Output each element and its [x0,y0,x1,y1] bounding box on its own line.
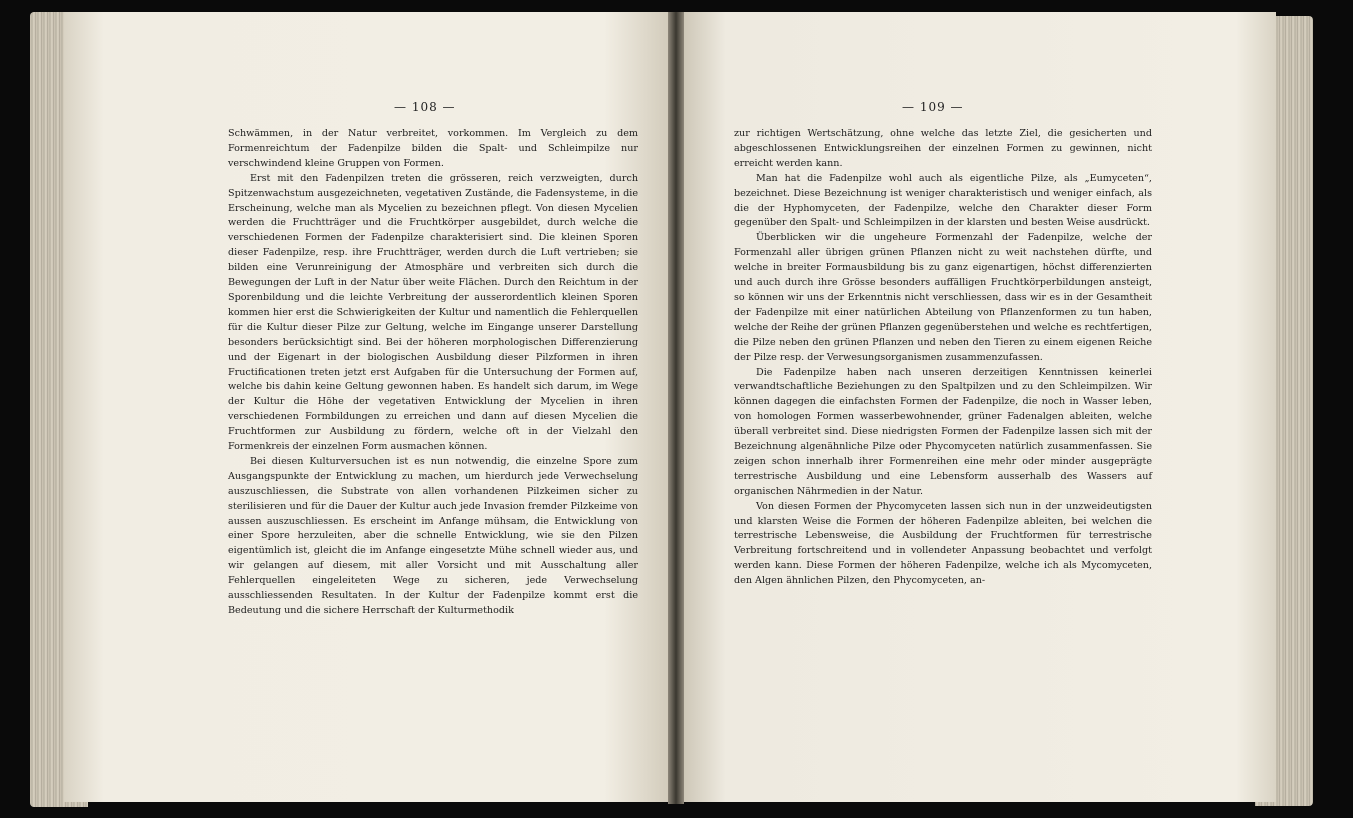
right-page-text [734,127,1152,589]
left-page-text [228,127,638,619]
right-paragraph-2: Man hat die Fadenpilze wohl auch als eigentliche Pilze, als „Eumyceten“, bezeichnet. Diese Bezeichnung ist weniger charakteristisch und weniger einfach, als die der Hyphomyceten, der Fadenpilze, welche den Charakter dieser Form gegenüber den Spalt- und Schleimpilzen in der klarsten und besten Weise ausdrückt. [734,172,1152,229]
left-paragraph-3: Bei diesen Kulturversuchen ist es nun notwendig, die einzelne Spore zum Ausgangspunkte der Entwicklung zu machen, um hierdurch jede Verwechselung auszuschliessen, die Substrate von allen vorhandenen Pilzkeimen sicher zu sterilisieren und für die Dauer der Kultur auch jede Invasion fremder Pilzkeime von aussen auszuschliessen. Es erscheint im Anfange mühsam, die Entwicklung von einer Spore herzuleiten, aber die schnelle Entwicklung, wie sie den Pilzen eigentümlich ist, gleicht die im Anfange eingesetzte Mühe schnell wieder aus, und wir gelangen auf diesem, mit aller Vorsicht und mit Ausschaltung aller Fehlerquellen eingeleiteten Wege zu sicheren, jede Verwechselung ausschliessenden Resultaten. In der Kultur der Fadenpilze kommt erst die Bedeutung und die sichere Herrschaft der Kulturmethodik [228,455,638,616]
right-paragraph-5: Von diesen Formen der Phycomyceten lassen sich nun in der unzweideutigsten und klarsten Weise die Formen der höheren Fadenpilze ableiten, bei welchen die terrestrische Lebensweise, die Ausbildung der Fruchtformen für terrestrische Verbreitung fortschreitend und in vollendeter Anpassung beobachtet und verfolgt werden kann. Diese Formen der höheren Fadenpilze, welche ich als Mycomyceten, den Algen ähnlichen Pilzen, den Phycomyceten, an- [734,500,1152,587]
right-paragraph-4: Die Fadenpilze haben nach unseren derzeitigen Kenntnissen keinerlei verwandtschaftliche Beziehungen zu den Spaltpilzen und zu den Schleimpilzen. Wir können dagegen die einfachsten Formen der Fadenpilze, die noch in Wasser leben, von homologen Formen wasserbewohnender, grüner Fadenalgen ableiten, welche überall verbreitet sind. Diese niedrigsten Formen der Fadenpilze lassen sich mit der Bezeichnung algenähnliche Pilze oder Phycomyceten natürlich zusammenfassen. Sie zeigen schon innerhalb ihrer Formenreihen eine mehr oder minder ausgeprägte terrestrische Ausbildung und eine Lebensform ausserhalb des Wassers auf organischen Nährmedien in der Natur. [734,366,1152,497]
right-page [676,12,1276,802]
left-page-number: — 108 — [394,100,456,114]
book-gutter [668,12,684,804]
left-paragraph-2: Erst mit den Fadenpilzen treten die grösseren, reich verzweigten, durch Spitzenwachstum ausgezeichneten, vegetativen Zustände, die Fadensysteme, in die Erscheinung, welche man als Mycelien zu bezeichnen pflegt. Von diesen Mycelien werden die Fruchtträger und die Fruchtkörper ausgebildet, durch welche die verschiedenen Formen der Fadenpilze charakterisiert sind. Die kleinen Sporen dieser Fadenpilze, resp. ihre Fruchtträger, werden durch die Luft vertrieben; sie bilden eine Verunreinigung der Atmosphäre und verbreiten sich durch die Bewegungen der Luft in der Natur über weite Flächen. Durch den Reichtum in der Sporenbildung und die leichte Verbreitung der ausserordentlich kleinen Sporen kommen hier erst die Schwierigkeiten der Kultur und namentlich die Fehlerquellen für die Kultur dieser Pilze zur Geltung, welche im Eingange unserer Darstellung besonders berücksichtigt sind. Bei der höheren morphologischen Differenzierung und der Eigenart in der biologischen Ausbildung dieser Pilzformen in ihren Fructificationen treten jetzt erst Aufgaben für die Untersuchung der Formen auf, welche bis dahin keine Geltung gewonnen haben. Es handelt sich darum, im Wege der Kultur die Höhe der vegetativen Entwicklung der Mycelien in ihren verschiedenen Formbildungen zu erreichen und dann auf diesen Mycelien die Fruchtformen zur Ausbildung zu fördern, welche oft in der Vielzahl den Formenkreis der einzelnen Form ausmachen können. [228,172,638,453]
right-page-number: — 109 — [902,100,964,114]
right-paragraph-1: zur richtigen Wertschätzung, ohne welche das letzte Ziel, die gesicherten und abgeschlossenen Entwicklungsreihen der einzelnen Formen zu gewinnen, nicht erreicht werden kann. [734,128,1152,169]
left-paragraph-1: Schwämmen, in der Natur verbreitet, vorkommen. Im Vergleich zu dem Formenreichtum der Fadenpilze bilden die Spalt- und Schleimpilze nur verschwindend kleine Gruppen von Formen. [228,128,638,169]
left-page [64,12,676,802]
right-paragraph-3: Überblicken wir die ungeheure Formenzahl der Fadenpilze, welche der Formenzahl aller übrigen grünen Pflanzen nicht zu weit nachstehen dürfte, und welche in breiter Formausbildung bis zu ganz eigenartigen, höchst differenzierten und auch durch ihre Grösse besonders auffälligen Fruchtkörperbildungen ansteigt, so können wir uns der Erkenntnis nicht verschliessen, dass wir es in der Gesamtheit der Fadenpilze mit einer natürlichen Abteilung von Pflanzenformen zu tun haben, welche der Reihe der grünen Pflanzen gegenüberstehen und welche es rechtfertigen, die Pilze neben den grünen Pflanzen und neben den Tieren zu einem eigenen Reiche der Pilze resp. der Verwesungsorganismen zusammenzufassen. [734,232,1152,363]
